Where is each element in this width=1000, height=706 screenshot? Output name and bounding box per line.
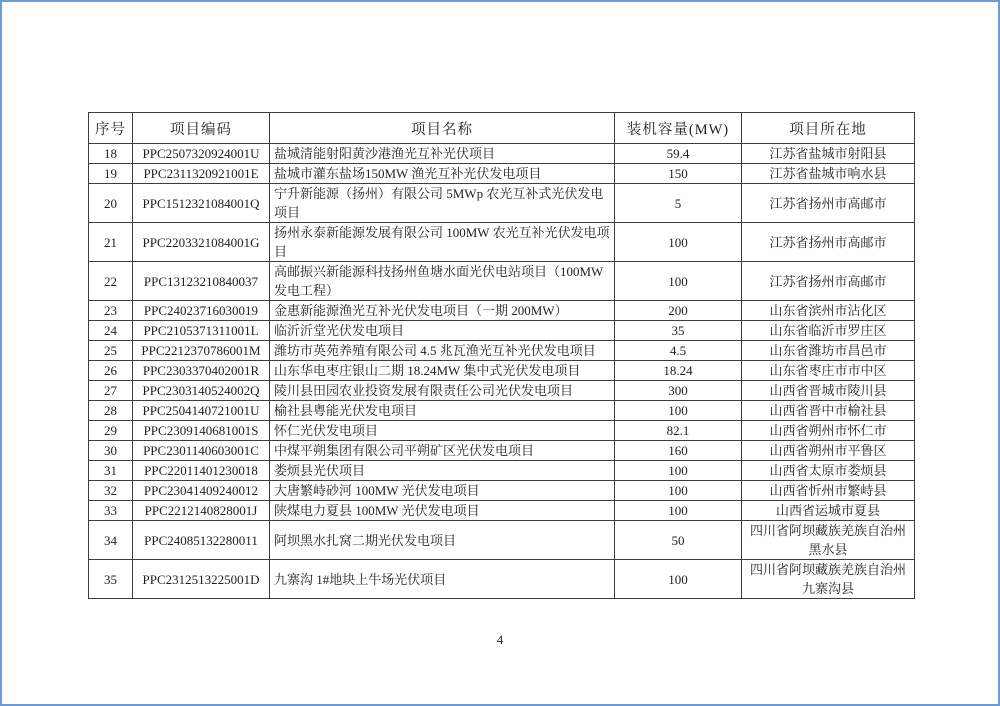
- cell-capacity: 100: [615, 223, 742, 262]
- cell-code: PPC1512321084001Q: [133, 184, 270, 223]
- cell-code: PPC24023716030019: [133, 301, 270, 321]
- cell-capacity: 200: [615, 301, 742, 321]
- cell-name: 九寨沟 1#地块上牛场光伏项目: [270, 560, 615, 599]
- table-row: [89, 321, 915, 341]
- cell-code: PPC2504140721001U: [133, 401, 270, 421]
- table-row: [89, 421, 915, 441]
- cell-code: PPC2212140828001J: [133, 501, 270, 521]
- cell-code: PPC24085132280011: [133, 521, 270, 560]
- column-header-location: 项目所在地: [742, 113, 915, 144]
- column-header-capacity: 装机容量(MW): [615, 113, 742, 144]
- project-table-body: [89, 144, 915, 599]
- cell-name: 临沂沂堂光伏发电项目: [270, 321, 615, 341]
- cell-location: 山西省晋中市榆社县: [742, 401, 915, 421]
- cell-index: 27: [89, 381, 133, 401]
- cell-name: 娄烦县光伏项目: [270, 461, 615, 481]
- column-header-index: 序号: [89, 113, 133, 144]
- cell-name: 金惠新能源渔光互补光伏发电项目（一期 200MW）: [270, 301, 615, 321]
- cell-location: 山西省朔州市平鲁区: [742, 441, 915, 461]
- table-row: [89, 341, 915, 361]
- cell-capacity: 100: [615, 401, 742, 421]
- cell-location: 山西省朔州市怀仁市: [742, 421, 915, 441]
- cell-location: 江苏省盐城市响水县: [742, 164, 915, 184]
- cell-code: PPC2312513225001D: [133, 560, 270, 599]
- cell-name: 阿坝黑水扎窝二期光伏发电项目: [270, 521, 615, 560]
- cell-index: 18: [89, 144, 133, 164]
- table-row: [89, 381, 915, 401]
- table-row: [89, 223, 915, 262]
- cell-location: 山东省潍坊市昌邑市: [742, 341, 915, 361]
- cell-index: 22: [89, 262, 133, 301]
- cell-capacity: 300: [615, 381, 742, 401]
- page-number: 4: [496, 632, 504, 647]
- cell-index: 26: [89, 361, 133, 381]
- cell-location: 山西省晋城市陵川县: [742, 381, 915, 401]
- cell-index: 35: [89, 560, 133, 599]
- column-header-code: 项目编码: [133, 113, 270, 144]
- cell-location: 四川省阿坝藏族羌族自治州九寨沟县: [742, 560, 915, 599]
- table-row: [89, 301, 915, 321]
- cell-capacity: 82.1: [615, 421, 742, 441]
- cell-location: 山东省滨州市沾化区: [742, 301, 915, 321]
- cell-index: 20: [89, 184, 133, 223]
- table-row: [89, 481, 915, 501]
- cell-capacity: 5: [615, 184, 742, 223]
- cell-name: 榆社县粤能光伏发电项目: [270, 401, 615, 421]
- cell-index: 23: [89, 301, 133, 321]
- cell-code: PPC13123210840037: [133, 262, 270, 301]
- table-row: [89, 144, 915, 164]
- cell-name: 盐城清能射阳黄沙港渔光互补光伏项目: [270, 144, 615, 164]
- cell-capacity: 100: [615, 560, 742, 599]
- cell-code: PPC2311320921001E: [133, 164, 270, 184]
- cell-capacity: 18.24: [615, 361, 742, 381]
- cell-capacity: 50: [615, 521, 742, 560]
- cell-index: 29: [89, 421, 133, 441]
- cell-capacity: 150: [615, 164, 742, 184]
- table-row: [89, 560, 915, 599]
- table-row: [89, 164, 915, 184]
- cell-location: 山西省太原市娄烦县: [742, 461, 915, 481]
- table-row: [89, 441, 915, 461]
- cell-index: 32: [89, 481, 133, 501]
- cell-code: PPC2309140681001S: [133, 421, 270, 441]
- cell-capacity: 100: [615, 481, 742, 501]
- cell-name: 中煤平朔集团有限公司平朔矿区光伏发电项目: [270, 441, 615, 461]
- cell-name: 山东华电枣庄银山二期 18.24MW 集中式光伏发电项目: [270, 361, 615, 381]
- cell-index: 34: [89, 521, 133, 560]
- cell-location: 江苏省扬州市高邮市: [742, 262, 915, 301]
- cell-capacity: 59.4: [615, 144, 742, 164]
- cell-capacity: 4.5: [615, 341, 742, 361]
- cell-index: 28: [89, 401, 133, 421]
- cell-code: PPC2301140603001C: [133, 441, 270, 461]
- cell-capacity: 35: [615, 321, 742, 341]
- cell-capacity: 100: [615, 501, 742, 521]
- cell-code: PPC2303370402001R: [133, 361, 270, 381]
- cell-index: 33: [89, 501, 133, 521]
- header-row: [89, 113, 915, 144]
- cell-name: 盐城市灌东盐场150MW 渔光互补光伏发电项目: [270, 164, 615, 184]
- table-row: [89, 461, 915, 481]
- cell-capacity: 160: [615, 441, 742, 461]
- cell-index: 19: [89, 164, 133, 184]
- cell-name: 怀仁光伏发电项目: [270, 421, 615, 441]
- cell-index: 21: [89, 223, 133, 262]
- cell-name: 陕煤电力夏县 100MW 光伏发电项目: [270, 501, 615, 521]
- cell-name: 大唐繁峙砂河 100MW 光伏发电项目: [270, 481, 615, 501]
- table-row: [89, 262, 915, 301]
- cell-index: 30: [89, 441, 133, 461]
- projects-table-container: [88, 112, 915, 599]
- cell-capacity: 100: [615, 461, 742, 481]
- cell-name: 陵川县田园农业投资发展有限责任公司光伏发电项目: [270, 381, 615, 401]
- cell-location: 四川省阿坝藏族羌族自治州黑水县: [742, 521, 915, 560]
- cell-name: 宁升新能源（扬州）有限公司 5MWp 农光互补式光伏发电项目: [270, 184, 615, 223]
- cell-code: PPC2303140524002Q: [133, 381, 270, 401]
- table-row: [89, 501, 915, 521]
- column-header-name: 项目名称: [270, 113, 615, 144]
- table-row: [89, 521, 915, 560]
- cell-code: PPC2507320924001U: [133, 144, 270, 164]
- cell-code: PPC2105371311001L: [133, 321, 270, 341]
- cell-code: PPC2203321084001G: [133, 223, 270, 262]
- cell-location: 山西省运城市夏县: [742, 501, 915, 521]
- cell-location: 江苏省扬州市高邮市: [742, 223, 915, 262]
- cell-index: 31: [89, 461, 133, 481]
- cell-name: 高邮振兴新能源科技扬州鱼塘水面光伏电站项目（100MW发电工程）: [270, 262, 615, 301]
- cell-code: PPC2212370786001M: [133, 341, 270, 361]
- projects-table: [88, 112, 915, 599]
- table-row: [89, 361, 915, 381]
- table-row: [89, 184, 915, 223]
- cell-code: PPC23041409240012: [133, 481, 270, 501]
- cell-name: 潍坊市英苑养殖有限公司 4.5 兆瓦渔光互补光伏发电项目: [270, 341, 615, 361]
- table-row: [89, 401, 915, 421]
- cell-location: 江苏省盐城市射阳县: [742, 144, 915, 164]
- cell-capacity: 100: [615, 262, 742, 301]
- cell-index: 24: [89, 321, 133, 341]
- cell-location: 江苏省扬州市高邮市: [742, 184, 915, 223]
- table-header: [89, 113, 915, 144]
- cell-index: 25: [89, 341, 133, 361]
- cell-location: 山西省忻州市繁峙县: [742, 481, 915, 501]
- cell-name: 扬州永泰新能源发展有限公司 100MW 农光互补光伏发电项目: [270, 223, 615, 262]
- cell-location: 山东省枣庄市市中区: [742, 361, 915, 381]
- cell-code: PPC22011401230018: [133, 461, 270, 481]
- cell-location: 山东省临沂市罗庄区: [742, 321, 915, 341]
